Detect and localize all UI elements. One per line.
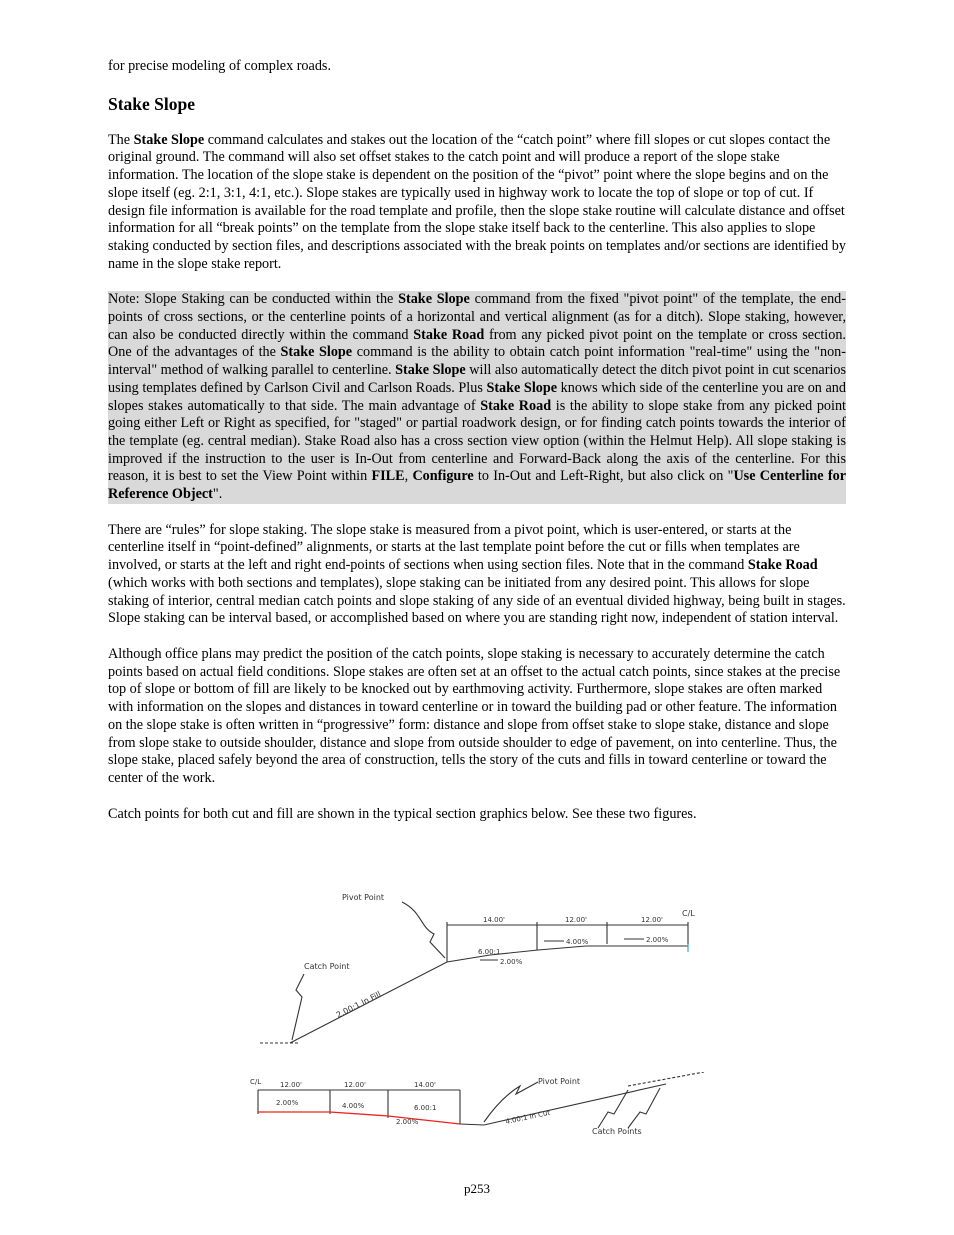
original-ground-line	[628, 1072, 704, 1086]
pivot-point-label: Pivot Point	[342, 893, 385, 902]
catch-points-label: Catch Points	[592, 1127, 642, 1136]
grade-label: 2.00%	[396, 1118, 419, 1126]
cut-slope-label: 4.00:1 In Cut	[504, 1108, 551, 1126]
page-number: p253	[464, 1181, 490, 1196]
document-page	[108, 58, 846, 841]
centerline-label: C/L	[250, 1078, 262, 1086]
paragraph-overview: The Stake Slope command calculates and stakes out the location of the “catch point” where fill slopes or cut slopes contact the original ground. The command will also set offset stakes to the catch point and will produce a report of the slope stake information. The location of the slope stake is dependent on the position of the “pivot” point where the slope begins and on the slope itself (eg. 2:1, 3:1, 4:1, etc.). Slope stakes are typically used in highway work to locate the top of slope or top of cut. If design file information is available for the road template and profile, then the slope stake routine will calculate distance and offset information for all “break points” on the template from the slope stake itself back to the centerline. This also applies to slope staking conducted by section files, and descriptions associated with the break points on templates and/or sections are identified by name in the slope stake report.	[108, 131, 846, 272]
command-name: Stake Slope	[486, 379, 558, 396]
command-name: Stake Road	[747, 557, 818, 574]
catch-point-label: Catch Point	[304, 962, 350, 971]
option-name: Use Centerline for Reference Object	[108, 468, 846, 503]
pavement-surface	[258, 1112, 460, 1124]
catch-leader	[292, 974, 304, 1040]
grade-label: 4.00%	[566, 938, 589, 946]
dimension-label: 14.00'	[414, 1081, 436, 1089]
command-name: Stake Road	[480, 397, 552, 414]
command-name: Stake Slope	[395, 362, 466, 379]
pivot-point-label: Pivot Point	[538, 1077, 581, 1086]
command-name: Stake Slope	[133, 131, 205, 148]
command-name: Stake Slope	[280, 344, 353, 361]
paragraph-figures-intro: Catch points for both cut and fill are shown in the typical section graphics below. See these two figures.	[108, 805, 697, 822]
dimension-label: 14.00'	[483, 916, 505, 924]
paragraph-field-conditions: Although office plans may predict the position of the catch points, slope staking is necessary to accurately determine the catch points based on actual field conditions. Slope stakes are often set at an offset to the actual catch points, since stakes at the precise top of slope or bottom of fill are likely to be knocked out by earthmoving activity. Furthermore, slope stakes are often marked with information on the slopes and distances in toward centerline or in toward the building pad or other feature. The information on the slope stake is often written in “progressive” form: distance and slope from offset stake to slope stake, distance and slope from slope stake to outside shoulder, distance and slope from outside shoulder to edge of pavement, on into centerline. Thus, the slope stake, placed safely beyond the area of construction, tells the story of the cuts and fills in toward centerline or toward the center of the work.	[108, 645, 841, 786]
note-highlighted: Note: Slope Staking can be conducted within the Stake Slope command from the fixed "pivot point" of the template, the end-points of cross sections, or the centerline points of a horizontal and vertical alignment (as for a ditch). Slope staking, however, can also be conducted directly within the command Stake Road from any picked pivot point on the template or cross section. One of the advantages of the Stake Slope command is the ability to obtain catch point information "real-time" using the "non-interval" method of walking parallel to centerline. Stake Slope will also automatically detect the ditch pivot point in cut scenarios using templates defined by Carlson Civil and Carlson Roads. Plus Stake Slope knows which side of the centerline you are on and slopes stakes automatically to that side. The main advantage of Stake Road is the ability to slope stake from any picked point going either Left or Right as specified, for "staged" or partial roadwork design, or for finding catch points towards the interior of the template (eg. central median). Stake Road also has a cross section view option (within the Helmut Help). All slope staking is improved if the instruction to the user is In-Out from centerline and Forward-Back along the axis of the centerline. For this reason, it is best to set the View Point within FILE, Configure to In-Out and Left-Right, but also click on "Use Centerline for Reference Object".	[108, 291, 847, 503]
command-name: Stake Slope	[398, 291, 470, 308]
grade-label: 2.00%	[646, 936, 669, 944]
pivot-leader	[402, 902, 445, 958]
dimension-label: 12.00'	[280, 1081, 302, 1089]
paragraph-rules: There are “rules” for slope staking. The slope stake is measured from a pivot point, which is user-entered, or starts at the centerline itself in “point-defined” alignments, or starts at the last template point before the cut or fills when templates are involved, or starts at the left and right end-points of sections when using section files. Note that in the command Stake Road (which works with both sections and templates), slope staking can be initiated from any desired point. This allows for slope staking of interior, central median catch points and slope staking of any side of an eventual divided highway, being built in stages. Slope staking can be interval based, or accomplished based on where you are standing right now, independent of station interval.	[108, 521, 846, 627]
intro-line: for precise modeling of complex roads.	[108, 58, 331, 74]
dimension-label: 12.00'	[565, 916, 587, 924]
dimension-label: 12.00'	[641, 916, 663, 924]
grade-label: 6.00:1	[478, 948, 501, 956]
section-heading: Stake Slope	[108, 93, 196, 114]
menu-name: Configure	[412, 468, 474, 485]
menu-name: FILE	[371, 468, 405, 485]
command-name: Stake Road	[413, 326, 485, 343]
cut-section-figure	[248, 1072, 706, 1140]
grade-label: 4.00%	[342, 1102, 365, 1110]
grade-label: 2.00%	[500, 958, 523, 966]
grade-label: 2.00%	[276, 1099, 299, 1107]
fill-slope-label: 2.00:1 In Fill	[334, 989, 383, 1020]
centerline-label: C/L	[682, 909, 695, 918]
grade-label: 6.00:1	[414, 1104, 437, 1112]
fill-section-figure	[252, 882, 708, 1052]
dimension-label: 12.00'	[344, 1081, 366, 1089]
